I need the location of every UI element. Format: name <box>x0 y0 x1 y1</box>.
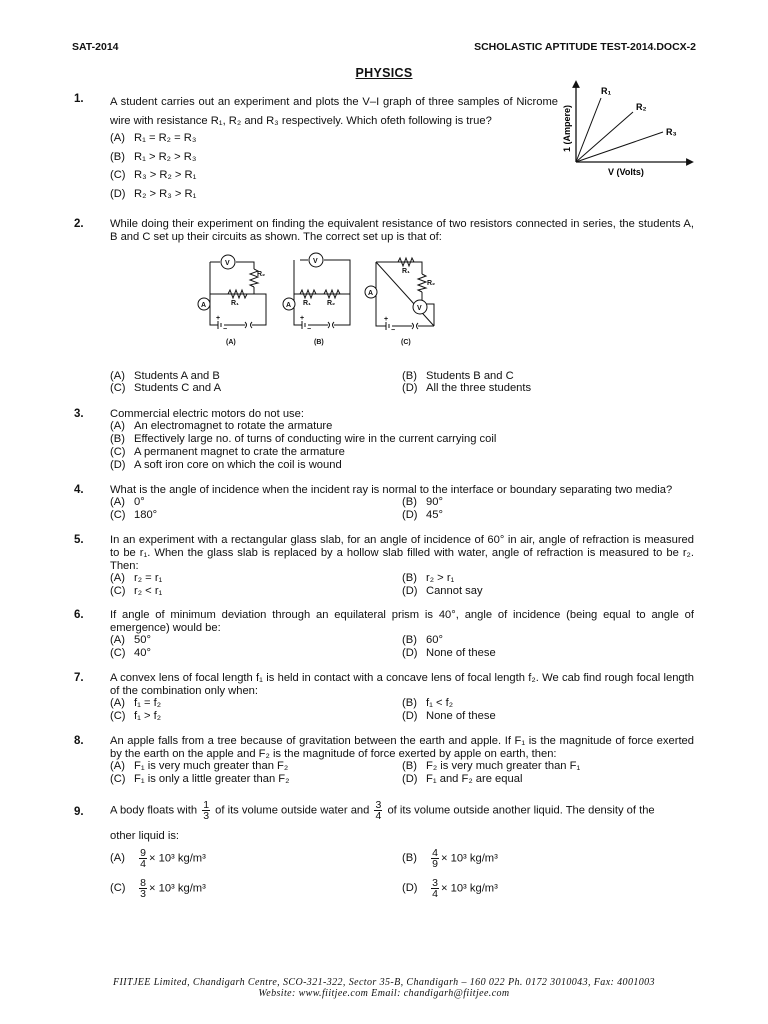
option-d[interactable]: (D) A soft iron core on which the coil is wound <box>110 459 342 471</box>
question-number: 8. <box>74 735 84 747</box>
question-text: What is the angle of incidence when the incident ray is normal to the interface or boundary separating two media? <box>110 484 673 496</box>
caption-b: (B) <box>314 339 324 346</box>
plus-label: + <box>300 315 305 322</box>
option-d[interactable]: (D) R₂ > R₃ > R₁ <box>110 188 197 200</box>
option-c[interactable]: (C) 180° <box>110 509 158 521</box>
question-text: A student carries out an experiment and plots the V–I graph of three samples of Nicrome wire with resistance R₁, R₂ and R₃ respectively. Which ofeth following is true? <box>110 96 558 127</box>
caption-a: (A) <box>226 339 236 346</box>
option-d[interactable]: (D) Cannot say <box>402 585 483 597</box>
line-r3 <box>576 132 663 162</box>
option-d[interactable]: (D) None of these <box>402 647 496 659</box>
footer-contact: Website: www.fiitjee.com Email: chandigarh@fiitjee.com <box>258 988 510 999</box>
option-d[interactable]: (D) None of these <box>402 710 496 722</box>
question-number: 7. <box>74 672 84 684</box>
option-a[interactable]: (A) 50° <box>110 634 151 646</box>
minus-label: − <box>223 326 228 333</box>
option-c[interactable]: (C) r₂ < r₁ <box>110 585 163 597</box>
option-d[interactable]: (D) F₁ and F₂ are equal <box>402 773 523 785</box>
option-a[interactable]: (A) An electromagnet to rotate the armature <box>110 420 333 432</box>
plus-label: + <box>216 315 221 322</box>
question-number: 3. <box>74 408 84 420</box>
line-r2 <box>576 112 633 162</box>
option-c[interactable]: (C) F₁ is only a little greater than F₂ <box>110 773 290 785</box>
voltmeter-label: V <box>313 258 318 265</box>
question-number: 4. <box>74 484 84 496</box>
option-c[interactable]: (C) A permanent magnet to crate the armature <box>110 446 345 458</box>
fraction: $\frac{3}{4}$ <box>375 799 382 822</box>
minus-label: − <box>307 326 312 333</box>
question-number: 9. <box>74 806 84 818</box>
option-b[interactable]: (B) F₂ is very much greater than F₁ <box>402 760 581 772</box>
r2-label: R₂ <box>327 300 336 307</box>
option-b[interactable]: (B) Students B and C <box>402 370 514 382</box>
option-a[interactable]: (A) $\frac{9}{4}$ × 10³ kg/m³ <box>110 847 206 870</box>
option-b[interactable]: (B) Effectively large no. of turns of conducting wire in the current carrying coil <box>110 433 497 445</box>
minus-label: − <box>391 327 396 334</box>
ammeter-label: A <box>286 302 292 309</box>
option-a[interactable]: (A) r₂ = r₁ <box>110 572 163 584</box>
option-d[interactable]: (D) $\frac{3}{4}$ × 10³ kg/m³ <box>402 877 498 900</box>
question-text: In an experiment with a rectangular glass slab, for an angle of incidence of 60° in air, angle of refraction is measured to be r₁. When the glass slab is replaced by a hollow slab filled with water, angle of refraction is measured to be r₂. Then: <box>110 534 694 572</box>
header-right: SCHOLASTIC APTITUDE TEST-2014.DOCX-2 <box>474 41 696 53</box>
option-a[interactable]: (A) f₁ = f₂ <box>110 697 162 709</box>
r1-label: R₁ <box>231 300 239 307</box>
option-d[interactable]: (D) All the three students <box>402 382 532 394</box>
question-text: An apple falls from a tree because of gravitation between the earth and apple. If F₁ is the magnitude of force exerted by the earth on the apple and F₂ is the magnitude of force exerted by apple on earth, then: <box>110 735 694 760</box>
footer-address: FIITJEE Limited, Chandigarh Centre, SCO-321-322, Sector 35-B, Chandigarh – 160 022 Ph. 0172 3010043, Fax: 4001003 <box>113 977 655 988</box>
question-number: 2. <box>74 218 84 230</box>
fraction: $\frac{1}{3}$ <box>203 799 210 822</box>
ammeter-label: A <box>368 290 374 297</box>
label-r3: R₃ <box>666 127 677 137</box>
y-axis-label: 1 (Ampere) <box>562 104 572 152</box>
question-number: 1. <box>74 93 84 105</box>
circuit-diagrams <box>190 252 450 348</box>
question-text: A body floats with $\frac{1}{3}$ of its volume outside water and $\frac{3}{4}$ of its volume outside another liquid. The density of the <box>110 799 655 822</box>
section-title: PHYSICS <box>355 66 413 80</box>
option-b[interactable]: (B) r₂ > r₁ <box>402 572 455 584</box>
question-text: A convex lens of focal length f₁ is held in contact with a concave lens of focal length f₂. We cab find rough focal length of the combination only when: <box>110 672 694 697</box>
option-a[interactable]: (A) 0° <box>110 496 145 508</box>
question-text: If angle of minimum deviation through an equilateral prism is 40°, angle of incidence (being equal to angle of emergence) would be: <box>110 609 694 634</box>
x-axis-label: V (Volts) <box>608 167 644 177</box>
r2-label: R₂ <box>427 280 436 287</box>
option-a[interactable]: (A) Students A and B <box>110 370 220 382</box>
option-c[interactable]: (C) $\frac{8}{3}$ × 10³ kg/m³ <box>110 877 206 900</box>
voltmeter-label: V <box>417 305 422 312</box>
label-r1: R₁ <box>601 86 612 96</box>
option-b[interactable]: (B) f₁ < f₂ <box>402 697 454 709</box>
question-text: While doing their experiment on finding the equivalent resistance of two resistors connected in series, the students A, B and C set up their circuits as shown. The correct set up is that of: <box>110 218 694 243</box>
r1-label: R₁ <box>402 268 410 275</box>
vi-graph <box>558 80 698 180</box>
option-b[interactable]: (B) 90° <box>402 496 443 508</box>
option-b[interactable]: (B) R₁ > R₂ > R₃ <box>110 151 197 163</box>
question-number: 6. <box>74 609 84 621</box>
option-c[interactable]: (C) R₃ > R₂ > R₁ <box>110 169 197 181</box>
header-left: SAT-2014 <box>72 41 119 53</box>
plus-label: + <box>384 316 389 323</box>
option-a[interactable]: (A) F₁ is very much greater than F₂ <box>110 760 289 772</box>
ammeter-label: A <box>201 302 207 309</box>
r2-label: R₂ <box>257 271 266 278</box>
option-a[interactable]: (A) R₁ = R₂ = R₃ <box>110 132 197 144</box>
question-number: 5. <box>74 534 84 546</box>
option-b[interactable]: (B) $\frac{4}{9}$ × 10³ kg/m³ <box>402 847 498 870</box>
voltmeter-label: V <box>225 260 230 267</box>
option-c[interactable]: (C) 40° <box>110 647 151 659</box>
option-b[interactable]: (B) 60° <box>402 634 443 646</box>
option-d[interactable]: (D) 45° <box>402 509 443 521</box>
label-r2: R₂ <box>636 102 647 112</box>
question-text: Commercial electric motors do not use: <box>110 408 304 420</box>
r1-label: R₁ <box>303 300 311 307</box>
line-r1 <box>576 98 601 162</box>
caption-c: (C) <box>401 339 411 346</box>
option-c[interactable]: (C) Students C and A <box>110 382 222 394</box>
question-text-cont: other liquid is: <box>110 830 180 842</box>
option-c[interactable]: (C) f₁ > f₂ <box>110 710 162 722</box>
